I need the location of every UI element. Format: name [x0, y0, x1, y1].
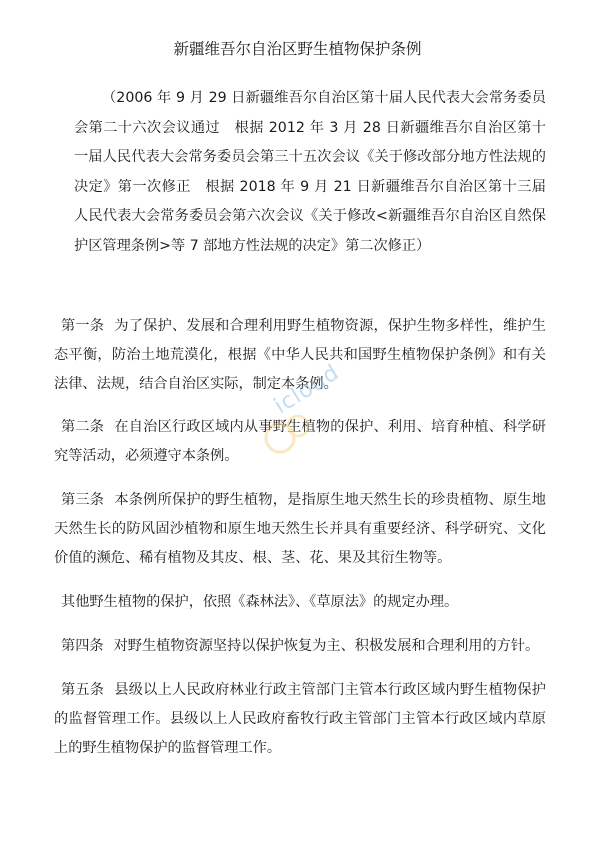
article-label: 第二条: [61, 419, 105, 435]
article-label: 第三条: [61, 492, 105, 508]
article-5: [54, 676, 546, 763]
document-title: 新疆维吾尔自治区野生植物保护条例: [173, 40, 422, 58]
article-text: 为了保护、发展和合理利用野生植物资源，保护生物多样性，维护生态平衡，防治土地荒漠化，根据《中华人民共和国野生植物保护条例》和有关法律、法规，结合自治区实际，制定本条例。: [54, 318, 546, 392]
article-label: 第四条: [61, 638, 104, 654]
article-text: 对野生植物资源坚持以保护恢复为主、积极发展和合理利用的方针。: [113, 638, 540, 654]
article-text: 县级以上人民政府林业行政主管部门主管本行政区域内野生植物保护的监督管理工作。县级以上人民政府畜牧行政主管部门主管本行政区域内草原上的野生植物保护的监督管理工作。: [54, 682, 546, 756]
article-label: 第五条: [61, 682, 105, 698]
article-1: [54, 312, 546, 399]
article-text: 其他野生植物的保护，依照《森林法》、《草原法》的规定办理。: [61, 594, 459, 610]
article-3-continued: [54, 588, 546, 617]
watermark-text: icloud: [270, 360, 345, 420]
article-text: 本条例所保护的野生植物，是指原生地天然生长的珍贵植物、原生地天然生长的防风固沙植物和原生地天然生长并具有重要经济、科学研究、文化价值的濒危、稀有植物及其皮、根、茎、花、果及其衍生物等。: [54, 492, 546, 566]
document-preamble: （2006 年 9 月 29 日新疆维吾尔自治区第十届人民代表大会常务委员会第二十六次会议通过 根据 2012 年 3 月 28 日新疆维吾尔自治区第十一届人民代表大会常务委员会第三十五次会议《关于修改部分地方性法规的决定》第一次修正 根据 2018 年 9 月 21 日新疆维吾尔自治区第十三届人民代表大会常务委员会第六次会议《关于修改<新疆维吾尔自治区自然保护区管理条例>等 7 部地方性法规的决定》第二次修正）: [74, 90, 546, 254]
article-label: 第一条: [61, 318, 105, 334]
article-4: [54, 632, 546, 661]
article-2: [54, 413, 546, 471]
article-text: 在自治区行政区域内从事野生植物的保护、利用、培育种植、科学研究等活动，必须遵守本条例。: [54, 419, 546, 464]
article-3: [54, 486, 546, 573]
